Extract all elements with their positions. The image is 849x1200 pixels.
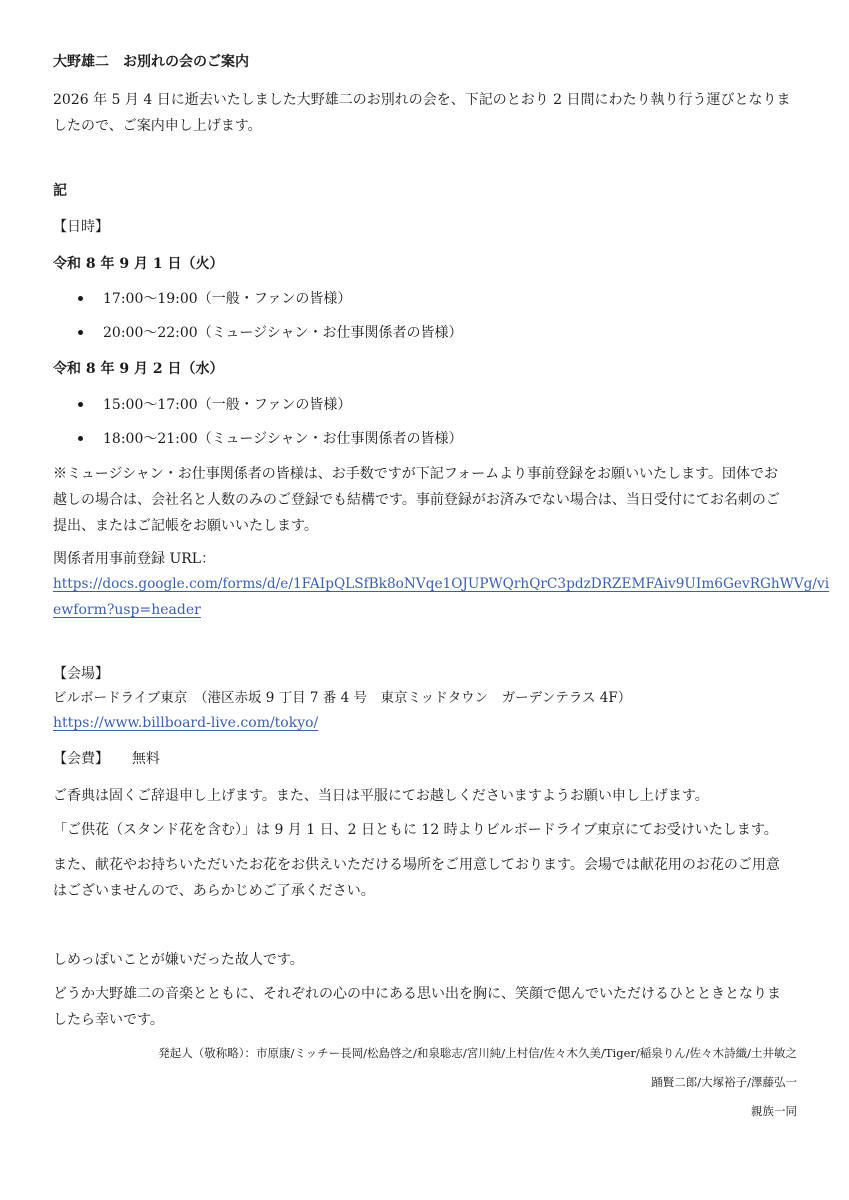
venue-heading: 【会場】 bbox=[53, 666, 109, 682]
family-signature: 親族一同 bbox=[751, 1104, 797, 1118]
intro-line-2: したので、ご案内申し上げます。 bbox=[53, 118, 262, 134]
note-line-2: 越しの場合は、会社名と人数のみのご登録でも結構です。事前登録がお済みでない場合は、当日受付にてお名刺のご bbox=[53, 492, 780, 508]
ki-heading: 記 bbox=[53, 183, 67, 199]
paragraph-condolence: ご香典は固くご辞退申し上げます。また、当日は平服にてお越しくださいますようお願い申し上げます。 bbox=[53, 788, 709, 804]
paragraph-flowers: 「ご供花（スタンド花を含む）」は 9 月 1 日、2 日ともに 12 時よりビルボードライブ東京にてお受けいたします。 bbox=[53, 822, 778, 838]
paragraph-offering-line-1: また、献花やお持ちいただいたお花をお供えいただける場所をご用意しております。会場では献花用のお花のご用意 bbox=[53, 857, 780, 873]
registration-url-link[interactable]: https://docs.google.com/forms/d/e/1FAIpQLSfBk8oNVqe1OJUPWQrhQrC3pdzDRZEMFAiv9UIm6GevRGhWVg/vi bbox=[53, 576, 830, 592]
note-line-3: 提出、またはご記帳をお願いいたします。 bbox=[53, 518, 318, 534]
document-title: 大野雄二 お別れの会のご案内 bbox=[53, 54, 249, 70]
day-1-session-1: 17:00～19:00（一般・ファンの皆様） bbox=[103, 291, 352, 307]
registration-label: 関係者用事前登録 URL： bbox=[53, 551, 216, 567]
fee-heading: 【会費】 bbox=[53, 751, 109, 767]
closing-line-2a: どうか大野雄二の音楽とともに、それぞれの心の中にある思い出を胸に、笑顔で偲んでいただけるひとときとなりま bbox=[53, 986, 781, 1002]
closing-line-1: しめっぽいことが嫌いだった故人です。 bbox=[53, 952, 304, 968]
paragraph-offering-line-2: はございませんので、あらかじめご了承ください。 bbox=[53, 883, 375, 899]
bullet-icon bbox=[78, 402, 86, 410]
bullet-icon bbox=[78, 296, 86, 304]
day-2-session-2: 18:00～21:00（ミュージシャン・お仕事関係者の皆様） bbox=[103, 431, 463, 447]
closing-line-2b: したら幸いです。 bbox=[53, 1012, 164, 1028]
datetime-heading: 【日時】 bbox=[53, 219, 109, 235]
fee-row bbox=[53, 749, 160, 769]
note-line-1: ※ミュージシャン・お仕事関係者の皆様は、お手数ですが下記フォームより事前登録をお願いいたします。団体でお bbox=[53, 466, 778, 482]
day-1-session-2: 20:00～22:00（ミュージシャン・お仕事関係者の皆様） bbox=[103, 325, 463, 341]
bullet-icon bbox=[78, 330, 86, 338]
organizers-line-2: 踊賢二郎/大塚裕子/澤藤弘一 bbox=[651, 1075, 797, 1089]
venue-url-link[interactable]: https://www.billboard-live.com/tokyo/ bbox=[53, 715, 319, 731]
fee-value: 無料 bbox=[131, 751, 160, 767]
day-2-session-1: 15:00～17:00（一般・ファンの皆様） bbox=[103, 397, 352, 413]
venue-address: ビルボードライブ東京 （港区赤坂 9 丁目 7 番 4 号 東京ミッドタウン ガーデンテラス 4F） bbox=[53, 690, 632, 706]
day-2-date: 令和 8 年 9 月 2 日（水） bbox=[53, 361, 224, 377]
organizers-line-1: 発起人（敬称略）：市原康/ミッチー長岡/松島啓之/和泉聡志/宮川純/上村信/佐々木久美/Tiger/稲泉りん/佐々木詩織/土井敏之 bbox=[158, 1046, 797, 1060]
registration-url-link-cont[interactable]: ewform?usp=header bbox=[53, 602, 201, 618]
intro-line-1: 2026 年 5 月 4 日に逝去いたしました大野雄二のお別れの会を、下記のとおり 2 日間にわたり執り行う運びとなりま bbox=[53, 92, 791, 108]
day-1-date: 令和 8 年 9 月 1 日（火） bbox=[53, 256, 224, 272]
bullet-icon bbox=[78, 436, 86, 444]
